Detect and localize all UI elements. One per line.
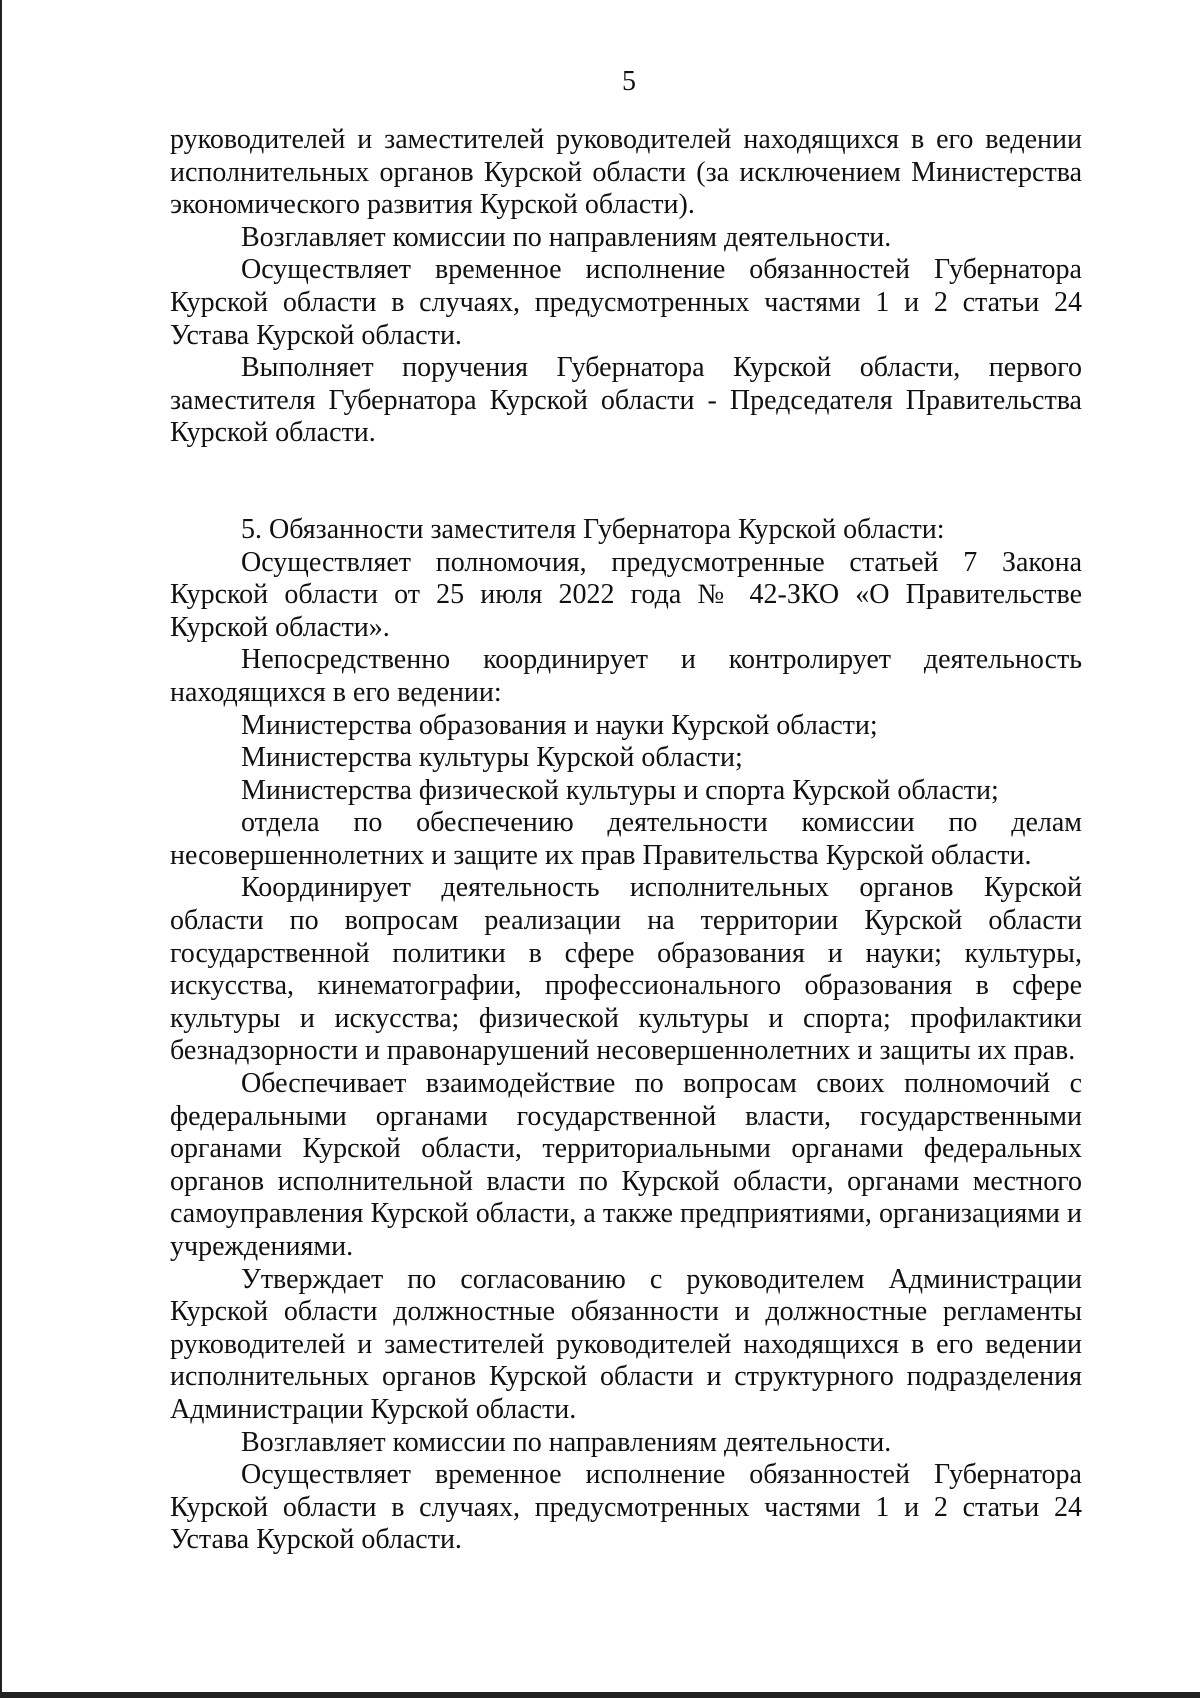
list-item: Министерства культуры Курской области; (241, 742, 743, 774)
document-body (170, 124, 1082, 1557)
paragraph: Непосредственно координирует и контролирует деятельность находящихся в его ведении: (170, 644, 1082, 708)
paragraph: Возглавляет комиссии по направлениям деятельности. (241, 1426, 892, 1458)
list-item: Министерства физической культуры и спорта Курской области; (241, 774, 999, 806)
paragraph: Осуществляет временное исполнение обязанностей Губернатора Курской области в случаях, предусмотренных частями 1 и 2 статьи 24 Устава Курской области. (170, 1459, 1082, 1556)
list-item: отдела по обеспечению деятельности комиссии по делам несовершеннолетних и защите их прав Правительства Курской области. (170, 807, 1082, 871)
paragraph: Обеспечивает взаимодействие по вопросам своих полномочий с федеральными органами государственной власти, государственными органами Курской области, территориальными органами федеральных органов исполнительной власти по Курской области, органами местного самоуправления Курской области, а также предприятиями, организациями и учреждениями. (170, 1068, 1082, 1262)
paragraph: Выполняет поручения Губернатора Курской области, первого заместителя Губернатора Курской области - Председателя Правительства Курской области. (170, 352, 1082, 449)
paragraph: Возглавляет комиссии по направлениям деятельности. (241, 221, 892, 253)
scan-edge-left (0, 0, 2, 1698)
paragraph: Осуществляет временное исполнение обязанностей Губернатора Курской области в случаях, предусмотренных частями 1 и 2 статьи 24 Устава Курской области. (170, 254, 1082, 351)
section-heading: 5. Обязанности заместителя Губернатора Курской области: (241, 513, 945, 545)
page-number: 5 (622, 66, 636, 97)
paragraph-continuation: руководителей и заместителей руководителей находящихся в его ведении исполнительных органов Курской области (за исключением Министерства экономического развития Курской области). (170, 124, 1082, 221)
paragraph: Координирует деятельность исполнительных органов Курской области по вопросам реализации на территории Курской области государственной политики в сфере образования и науки; культуры, искусства, кинематографии, профессионального образования в сфере культуры и искусства; физической культуры и спорта; профилактики безнадзорности и правонарушений несовершеннолетних и защиты их прав. (170, 872, 1082, 1067)
paragraph: Осуществляет полномочия, предусмотренные статьей 7 Закона Курской области от 25 июля 2022 года № 42-ЗКО «О Правительстве Курской области». (170, 546, 1082, 643)
scan-edge-bottom (0, 1692, 1200, 1698)
section-gap (170, 450, 1082, 514)
paragraph: Утверждает по согласованию с руководителем Администрации Курской области должностные обязанности и должностные регламенты руководителей и заместителей руководителей находящихся в его ведении исполнительных органов Курской области и структурного подразделения Администрации Курской области. (170, 1263, 1082, 1425)
list-item: Министерства образования и науки Курской области; (241, 709, 878, 741)
